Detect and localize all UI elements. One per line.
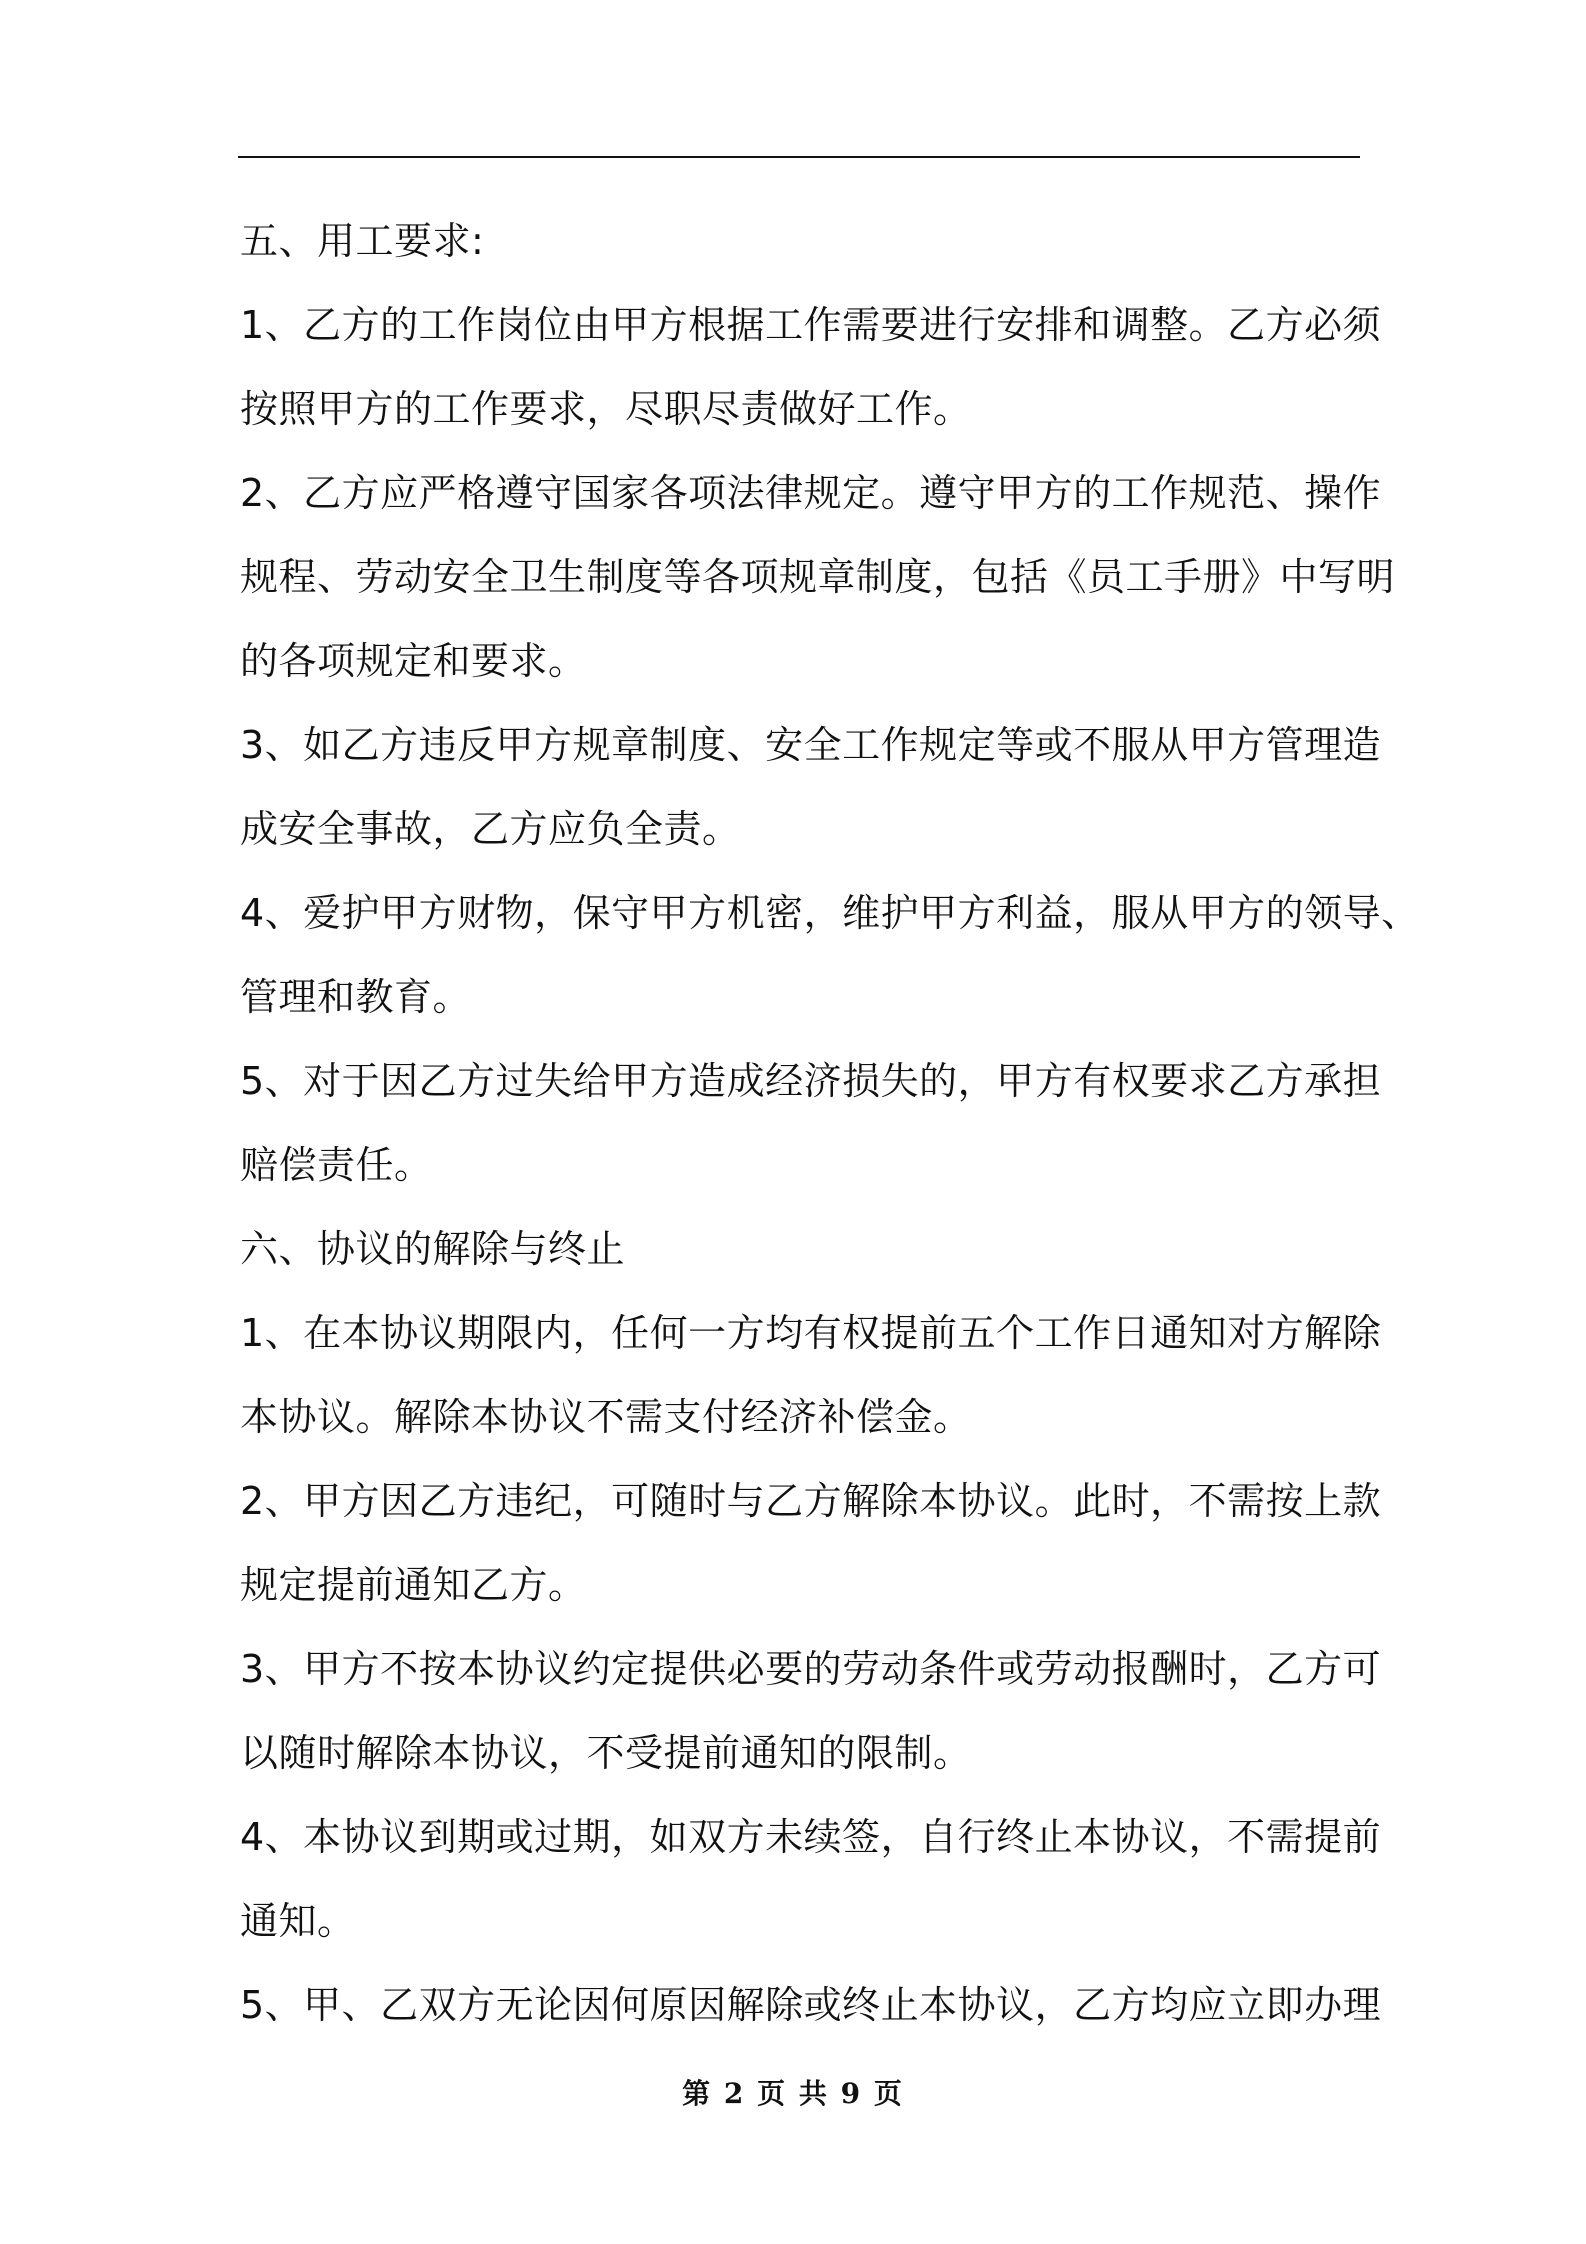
text-line: 4、本协议到期或过期，如双方未续签，自行终止本协议，不需提前 [240,1815,1382,1859]
text-line: 成安全事故，乙方应负全责。 [240,807,741,851]
text-line: 以随时解除本协议，不受提前通知的限制。 [240,1731,972,1775]
text-line: 2、乙方应严格遵守国家各项法律规定。遵守甲方的工作规范、操作 [240,471,1382,515]
text-line: 赔偿责任。 [240,1143,433,1187]
text-line: 按照甲方的工作要求，尽职尽责做好工作。 [240,387,972,431]
text-line: 的各项规定和要求。 [240,639,587,683]
text-line: 规定提前通知乙方。 [240,1563,587,1607]
text-line: 4、爱护甲方财物，保守甲方机密，维护甲方利益，服从甲方的领导、 [240,891,1420,935]
text-line: 本协议。解除本协议不需支付经济补偿金。 [240,1395,972,1439]
header-rule [238,156,1360,158]
text-line: 六、协议的解除与终止 [240,1227,626,1271]
text-line: 5、甲、乙双方无论因何原因解除或终止本协议，乙方均应立即办理 [240,1983,1382,2027]
text-line: 规程、劳动安全卫生制度等各项规章制度，包括《员工手册》中写明 [240,555,1396,599]
text-line: 3、甲方不按本协议约定提供必要的劳动条件或劳动报酬时，乙方可 [240,1647,1382,1691]
text-line: 1、在本协议期限内，任何一方均有权提前五个工作日通知对方解除 [240,1311,1382,1355]
document-body [240,199,1420,2047]
text-line: 1、乙方的工作岗位由甲方根据工作需要进行安排和调整。乙方必须 [240,303,1382,347]
text-line: 5、对于因乙方过失给甲方造成经济损失的，甲方有权要求乙方承担 [240,1059,1382,1103]
text-line: 3、如乙方违反甲方规章制度、安全工作规定等或不服从甲方管理造 [240,723,1382,767]
text-line: 五、用工要求: [240,219,485,263]
text-line: 通知。 [240,1899,356,1943]
page-number: 第 2 页 共 9 页 [682,2077,904,2110]
text-line: 管理和教育。 [240,975,472,1019]
text-line: 2、甲方因乙方违纪，可随时与乙方解除本协议。此时，不需按上款 [240,1479,1382,1523]
